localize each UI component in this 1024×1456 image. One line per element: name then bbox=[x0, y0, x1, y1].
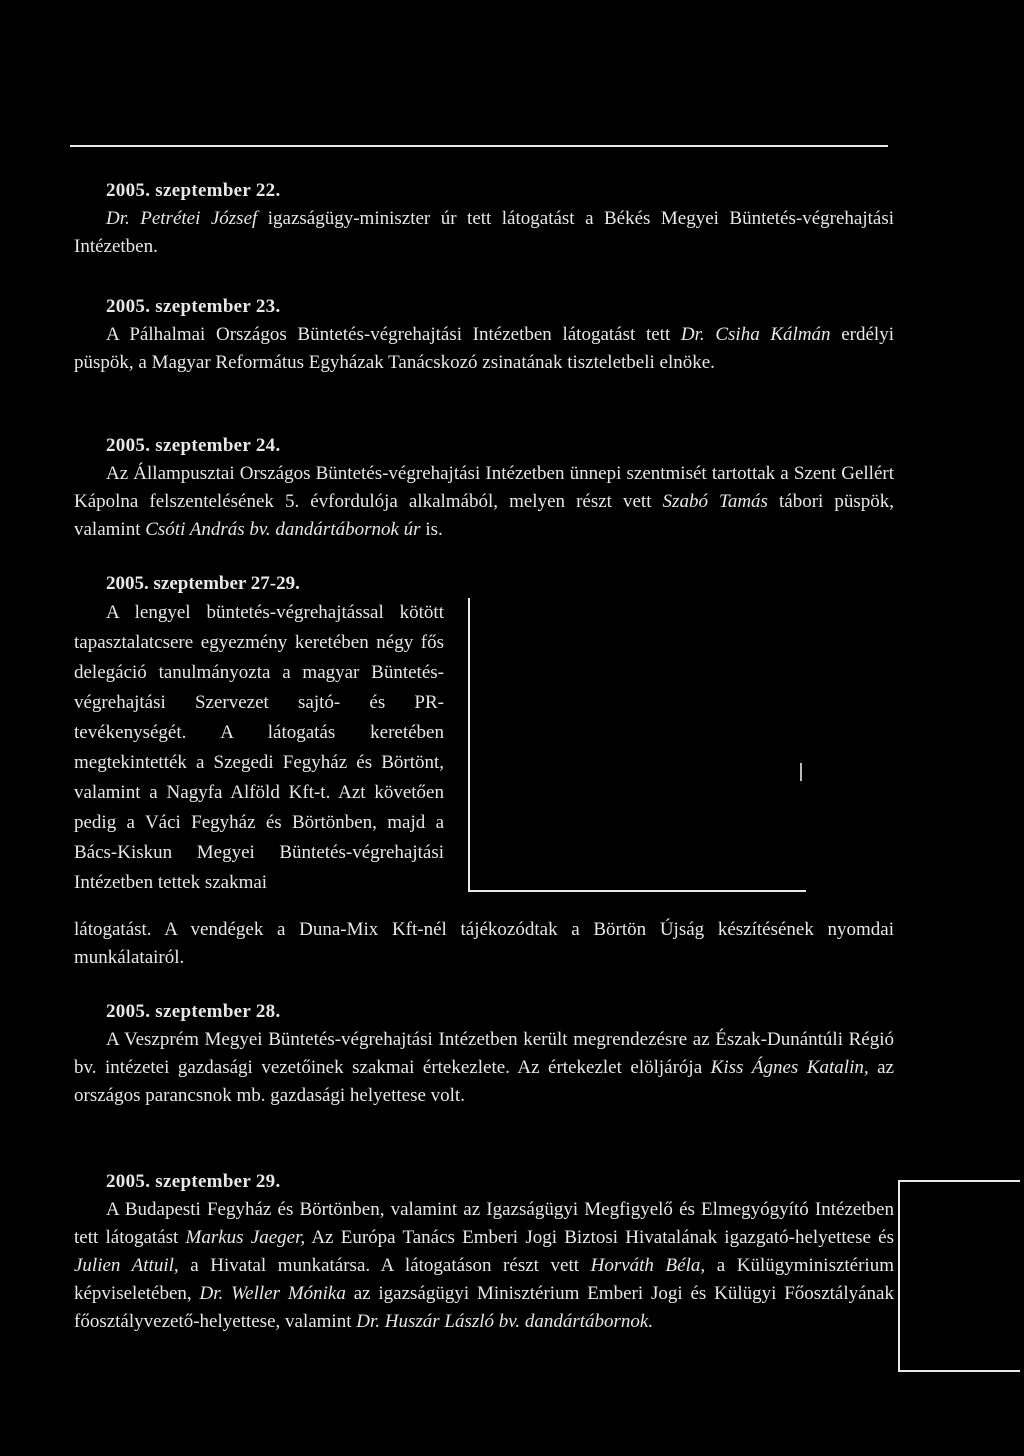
entry-sept-27-29-column bbox=[74, 598, 444, 898]
side-photo-frame bbox=[898, 1180, 1020, 1372]
text-run: Az Európa Tanács Emberi Jogi Biztosi Hivatalának igazgató-helyettese és bbox=[305, 1227, 894, 1248]
photo-artifact bbox=[800, 763, 802, 781]
photo-placeholder bbox=[468, 598, 806, 892]
person-name: Dr. Petrétei József bbox=[106, 208, 258, 229]
text-run: a Külügyminisztérium képviseletében, bbox=[74, 1255, 894, 1304]
top-rule bbox=[70, 145, 888, 147]
person-name: Julien Attuil, bbox=[74, 1255, 179, 1276]
entry-sept-23 bbox=[74, 293, 894, 377]
text-run: A Pálhalmai Országos Büntetés-végrehajtási Intézetben látogatást tett bbox=[106, 324, 681, 345]
person-name: Szabó Tamás bbox=[662, 491, 768, 512]
entry-sept-22 bbox=[74, 177, 894, 261]
entry-text bbox=[74, 1026, 894, 1110]
text-run: Az Állampusztai Országos Büntetés-végrehajtási Intézetben ünnepi szentmisét tartottak a Szent Gellért Kápolna felszentelésének 5. évfordulója alkalmából, melyen részt vett bbox=[74, 463, 894, 512]
entry-sept-27-29-tail: látogatást. A vendégek a Duna-Mix Kft-nél tájékozódtak a Börtön Újság készítésének nyomdai munkálatairól. bbox=[74, 919, 894, 968]
person-name: Dr. Huszár László bv. dandártábornok. bbox=[356, 1311, 654, 1332]
entry-text bbox=[74, 321, 894, 377]
person-name: Csóti András bv. dandártábornok úr bbox=[145, 519, 421, 540]
text-run: az országos parancsnok mb. gazdasági helyettese volt. bbox=[74, 1057, 894, 1106]
entry-text: A lengyel büntetés-végrehajtással kötött tapasztalatcsere egyezmény keretében négy fős delegáció tanulmányozta a magyar Büntetés-végrehajtási Szervezet sajtó- és PR-tevékenységét. A látogatás keretében megtekintették a Szegedi Fegyház és Börtönt, valamint a Nagyfa Alföld Kft-t. Azt követően pedig a Váci Fegyház és Börtönben, majd a Bács-Kiskun Megyei Büntetés-végrehajtási Intézetben tettek szakmai bbox=[74, 602, 444, 893]
entry-date: 2005. szeptember 22. bbox=[106, 180, 281, 201]
text-run: a Hivatal munkatársa. A látogatáson részt vett bbox=[178, 1255, 591, 1276]
entry-date: 2005. szeptember 24. bbox=[106, 435, 281, 456]
text-run: tábori püspök, valamint bbox=[74, 491, 895, 540]
entry-date: 2005. szeptember 29. bbox=[106, 1171, 281, 1192]
entry-text bbox=[74, 1196, 894, 1336]
person-name: Dr. Weller Mónika bbox=[199, 1283, 346, 1304]
text-run: igazságügy-miniszter úr tett látogatást a Békés Megyei Büntetés-végrehajtási Intézetben. bbox=[74, 208, 895, 257]
entry-sept-29 bbox=[74, 1168, 894, 1336]
person-name: Markus Jaeger, bbox=[185, 1227, 306, 1248]
person-name: Horváth Béla, bbox=[590, 1255, 706, 1276]
entry-text bbox=[74, 205, 894, 261]
entry-text bbox=[74, 460, 894, 544]
entry-sept-28 bbox=[74, 998, 894, 1110]
entry-date: 2005. szeptember 23. bbox=[106, 296, 281, 317]
person-name: Kiss Ágnes Katalin, bbox=[710, 1057, 869, 1078]
text-run: az igazságügyi Minisztérium Emberi Jogi és Külügyi Főosztályának főosztályvezető-helyettese, valamint bbox=[74, 1283, 894, 1332]
entry-sept-24 bbox=[74, 432, 894, 544]
text-run: erdélyi püspök, a Magyar Református Egyházak Tanácskozó zsinatának tiszteletbeli elnöke. bbox=[74, 324, 894, 373]
text-run: is. bbox=[420, 519, 443, 540]
text-run: A Budapesti Fegyház és Börtönben, valamint az Igazságügyi Megfigyelő és Elmegyógyító Intézetben tett látogatást bbox=[74, 1199, 894, 1248]
entry-date: 2005. szeptember 28. bbox=[106, 1001, 281, 1022]
entry-date: 2005. szeptember 27-29. bbox=[106, 573, 300, 594]
person-name: Dr. Csiha Kálmán bbox=[680, 324, 831, 345]
text-run: A Veszprém Megyei Büntetés-végrehajtási Intézetben került megrendezésre az Észak-Dunántúli Régió bv. intézetei gazdasági vezetőinek szakmai értekezlete. Az értekezlet elöljárója bbox=[74, 1029, 894, 1078]
